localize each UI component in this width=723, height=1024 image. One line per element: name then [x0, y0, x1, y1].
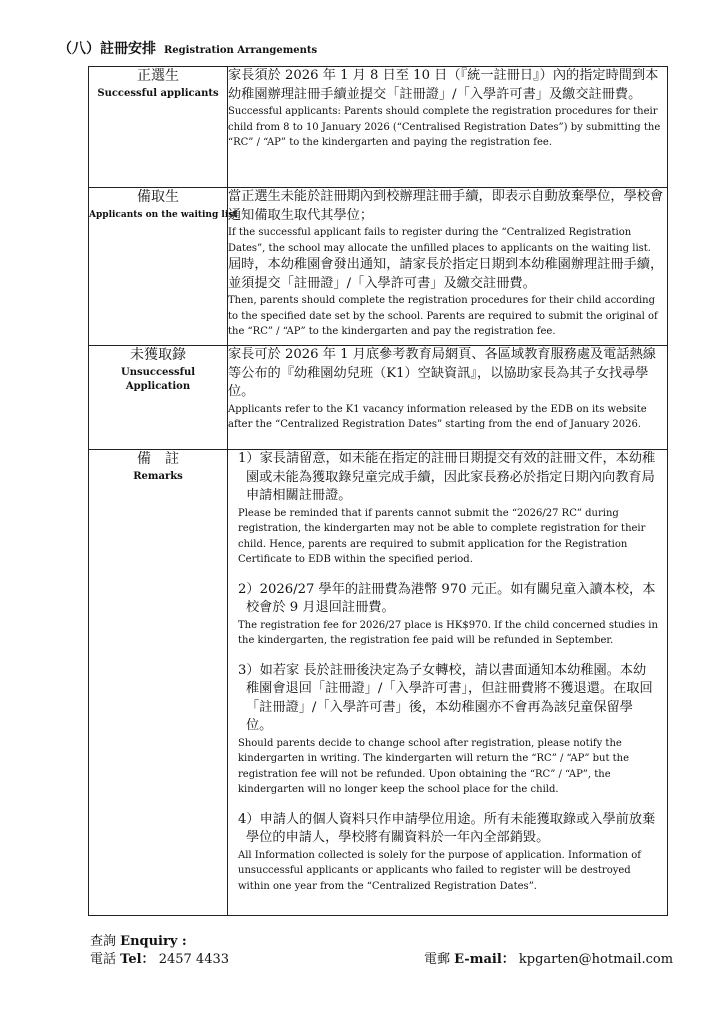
label-en: Unsuccessful Application — [120, 367, 196, 392]
section-heading — [58, 38, 317, 59]
content-en: If the successful applicant fails to register during the “Centralized Registration Dates”, the school may allocate the unfilled places to applicants on the waiting list. — [228, 227, 651, 254]
label-en: Successful applicants — [97, 88, 219, 99]
label-en: Remarks — [133, 471, 183, 482]
table-row-waiting-list — [89, 188, 668, 346]
row-label — [89, 188, 238, 346]
content-zh: 當正選生未能於註冊期內到校辦理註冊手續，即表示自動放棄學位，學校會通知備取生取代其學位； — [228, 189, 664, 223]
label-zh: 正選生 — [137, 68, 179, 84]
enquiry-line — [90, 930, 187, 949]
label-zh: 備 註 — [137, 451, 179, 467]
email-line — [424, 948, 673, 967]
table-row-unsuccessful — [89, 346, 668, 450]
remark-item — [238, 450, 659, 568]
row-content — [228, 188, 668, 346]
content-en: Successful applicants: Parents should complete the registration procedures for their child from 8 to 10 January 2026 (“Centralised Registration Dates”) by submitting the “RC” / “AP” to the kindergarten and paying the registration fee. — [228, 106, 661, 148]
remark-zh: 4）申請人的個人資料只作申請學位用途。所有未能獲取錄或入學前放棄學位的申請人，學校將有關資料於一年內全部銷毀。 — [238, 811, 656, 845]
registration-table — [88, 66, 668, 916]
content-en: Then, parents should complete the registration procedures for their child according to the specified date set by the school. Parents are required to submit the original of the “RC” / “AP” to the kindergarten and pay the registration fee. — [228, 295, 658, 337]
enquiry-label-zh: 查詢 — [90, 934, 117, 949]
content-en: Applicants refer to the K1 vacancy information released by the EDB on its website after the “Centralized Registration Dates” starting from the end of January 2026. — [228, 403, 647, 430]
label-zh: 備取生 — [137, 189, 179, 205]
section-title-zh: 註冊安排 — [100, 41, 156, 57]
remark-spacer — [228, 798, 667, 811]
row-content — [228, 450, 668, 916]
tel-value: 2457 4433 — [158, 952, 230, 967]
row-label — [89, 346, 228, 450]
section-title-en: Registration Arrangements — [164, 45, 318, 56]
tel-label-en: Tel： — [120, 952, 155, 967]
remark-zh: 1）家長請留意，如未能在指定的註冊日期提交有效的註冊文件，本幼稚園或未能為獲取錄兒童完成手續，因此家長務必於指定日期內向教育局申請相關註冊證。 — [238, 451, 656, 503]
email-value[interactable]: kpgarten@hotmail.com — [518, 952, 674, 967]
remark-zh: 3）如若家 長於註冊後決定為子女轉校，請以書面通知本幼稚園。本幼稚園會退回「註冊證」/「入學許可書」，但註冊費將不獲退還。在取回「註冊證」/「入學許可書」後，本幼稚園亦不會再為該兒童保留學位。 — [238, 662, 653, 733]
content-zh: 屆時，本幼稚園會發出通知，請家長於指定日期到本幼稚園辦理註冊手續，並須提交「註冊證」/「入學許可書」及繳交註冊費。 — [228, 257, 664, 291]
remark-item — [238, 811, 659, 895]
table-row-remarks — [89, 450, 668, 916]
remark-item — [238, 662, 659, 798]
row-label — [89, 450, 228, 916]
section-number: （八） — [58, 41, 100, 57]
remark-item — [238, 581, 659, 649]
tel-label-zh: 電話 — [90, 952, 117, 967]
remark-en: The registration fee for 2026/27 place is HK$970. If the child concerned studies in the kindergarten, the registration fee paid will be refunded in September. — [238, 619, 658, 646]
remark-en: All Information collected is solely for the purpose of application. Information of unsuccessful applicants or applicants who failed to register will be destroyed within one year from the “Centralized Registration Dates”. — [238, 849, 641, 892]
enquiry-label-en: Enquiry : — [120, 934, 187, 949]
remark-en: Please be reminded that if parents cannot submit the “2026/27 RC” during registration, the kindergarten may not be able to complete registration for their child. Hence, parents are required to submit application for the Registration Certificate to EDB within the specified period. — [238, 507, 646, 565]
remark-spacer — [228, 568, 667, 581]
row-content — [228, 67, 668, 188]
email-label-en: E-mail： — [454, 952, 515, 967]
row-label — [89, 67, 228, 188]
table-row-successful — [89, 67, 668, 188]
label-zh: 未獲取錄 — [130, 347, 186, 363]
remark-en: Should parents decide to change school after registration, please notify the kindergarten in writing. The kindergarten will return the “RC” / “AP” but the registration fee will not be refunded. Upon obtaining the “RC” / “AP”, the kindergarten will no longer keep the school place for the child. — [238, 737, 630, 795]
content-zh: 家長須於 2026 年 1 月 8 日至 10 日（『統一註冊日』）內的指定時間到本幼稚園辦理註冊手續並提交「註冊證」/「入學許可書」及繳交註冊費。 — [228, 68, 659, 102]
remark-spacer — [228, 649, 667, 662]
email-label-zh: 電郵 — [424, 952, 451, 967]
tel-line — [90, 948, 229, 967]
label-en: Applicants on the waiting list — [89, 210, 238, 220]
row-content — [228, 346, 668, 450]
content-zh: 家長可於 2026 年 1 月底參考教育局網頁、各區域教育服務處及電話熱線等公布的『幼稚園幼兒班（K1）空缺資訊』，以協助家長為其子女找尋學位。 — [228, 347, 656, 399]
remark-zh: 2）2026/27 學年的註冊費為港幣 970 元正。如有關兒童入讀本校，本校會於 9 月退回註冊費。 — [238, 581, 656, 615]
